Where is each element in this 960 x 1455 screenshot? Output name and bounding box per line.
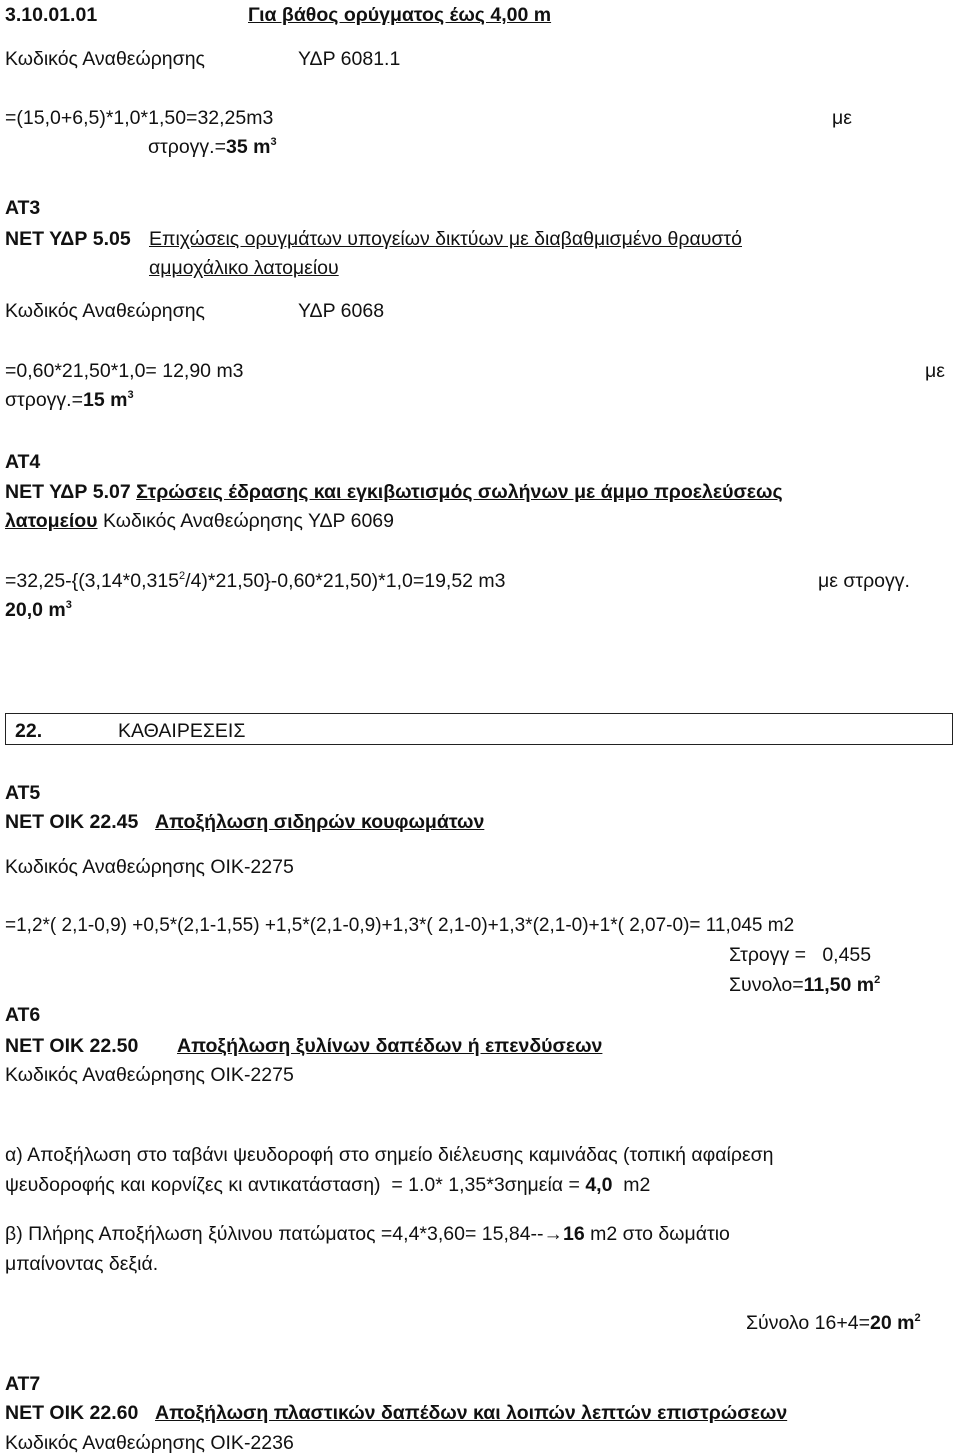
calculation: $=32,25-\{(3,14*0,315^2/4)*21,50\}-0,60*21,50)*1,0=19,52$ m3	[5, 570, 506, 592]
note-b-line1: β) Πλήρης Αποξήλωση ξύλινου πατώματος =4,4*3,60= 15,84--→16 m2 στο δωμάτιο	[5, 1223, 730, 1245]
revision-label: Κωδικός Αναθεώρησης	[5, 48, 205, 70]
item-header-line1: ΝΕΤ ΥΔΡ 5.07 Στρώσεις έδρασης και εγκιβωτισμός σωλήνων με άμμο προελεύσεως	[5, 481, 783, 503]
rounded-value: 20,0 $m^3$	[5, 599, 72, 621]
revision-code: ΥΔΡ 6081.1	[298, 48, 401, 70]
revision-code: ΥΔΡ 6068	[298, 300, 385, 322]
rounded-value: στρογγ.=35 $m^3$	[148, 136, 277, 158]
revision: Κωδικός Αναθεώρησης ΟΙΚ-2275	[5, 856, 294, 878]
item-at: ΑΤ6	[5, 1004, 41, 1026]
item-net-code: ΝΕΤ ΥΔΡ 5.05	[5, 228, 131, 250]
calculation: =1,2*( 2,1-0,9) +0,5*(2,1-1,55) +1,5*(2,1-0,9)+1,3*( 2,1-0)+1,3*(2,1-0)+1*( 2,07-0)= 11,045 m2	[5, 915, 795, 936]
rounded-label: με στρογγ.	[818, 570, 910, 592]
me-word: με	[925, 360, 945, 382]
revision: Κωδικός Αναθεώρησης ΟΙΚ-2275	[5, 1064, 294, 1086]
revision: Κωδικός Αναθεώρησης ΟΙΚ-2236	[5, 1432, 294, 1454]
item-at: ΑΤ5	[5, 782, 41, 804]
me-word: με	[832, 107, 852, 129]
item-title-line1: Επιχώσεις ορυγμάτων υπογείων δικτύων με διαβαθμισμένο θραυστό	[149, 228, 742, 250]
item-at: ΑΤ7	[5, 1373, 41, 1395]
item-title: Αποξήλωση πλαστικών δαπέδων και λοιπών λεπτών επιστρώσεων	[155, 1402, 788, 1424]
rounding: Στρογγ = 0,455	[729, 944, 872, 966]
item-header-line2: λατομείου Κωδικός Αναθεώρησης ΥΔΡ 6069	[5, 510, 394, 532]
note-b-line2: μπαίνοντας δεξιά.	[5, 1253, 159, 1275]
arrow-right-icon: →	[543, 1223, 564, 1245]
item-at: ΑΤ4	[5, 451, 41, 473]
item-title-line2: αμμοχάλικο λατομείου	[149, 257, 339, 279]
item-at: ΑΤ3	[5, 197, 41, 219]
item-net-code: ΝΕΤ ΟΙΚ 22.45	[5, 811, 139, 833]
item-title: Αποξήλωση ξυλίνων δαπέδων ή επενδύσεων	[177, 1035, 603, 1057]
chapter-number: 22.	[15, 720, 43, 742]
item-title: Αποξήλωση σιδηρών κουφωμάτων	[155, 811, 485, 833]
item-net-code: ΝΕΤ ΟΙΚ 22.50	[5, 1035, 139, 1057]
total: Συνολο=11,50 $m^2$	[729, 974, 881, 996]
note-a-line1: α) Αποξήλωση στο ταβάνι ψευδοροφή στο σημείο διέλευσης καμινάδας (τοπική αφαίρεση	[5, 1144, 774, 1166]
chapter-title: ΚΑΘΑΙΡΕΣΕΙΣ	[118, 720, 246, 742]
item-net-code: ΝΕΤ ΟΙΚ 22.60	[5, 1402, 139, 1424]
calculation: =0,60*21,50*1,0= 12,90 m3	[5, 360, 244, 382]
section-code: 3.10.01.01	[5, 4, 98, 26]
rounded-value: στρογγ.=15 $m^3$	[5, 389, 134, 411]
sum-total: Σύνολο 16+4=20 $m^2$	[746, 1312, 921, 1334]
revision-label: Κωδικός Αναθεώρησης	[5, 300, 205, 322]
note-a-line2: ψευδοροφής και κορνίζες κι αντικατάσταση) = 1.0* 1,35*3σημεία = 4,0 m2	[5, 1174, 651, 1196]
section-title: Για βάθος ορύγματος έως 4,00 m	[248, 4, 552, 26]
calculation: =(15,0+6,5)*1,0*1,50=32,25m3	[5, 107, 274, 129]
